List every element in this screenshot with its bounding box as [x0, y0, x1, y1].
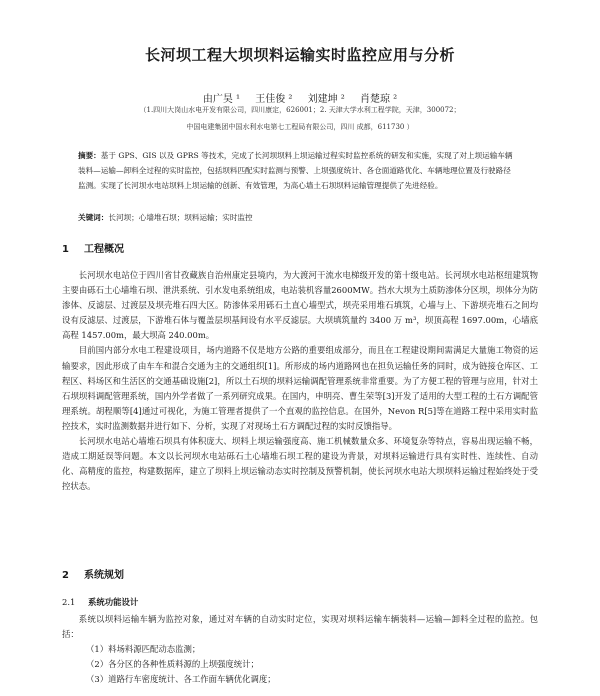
keywords	[78, 212, 514, 223]
list-item: （2）各分区的各种性质料源的上坝强度统计；	[86, 659, 259, 670]
section-number: 2	[62, 570, 69, 581]
abstract	[78, 148, 514, 193]
abstract-label: 摘要：	[78, 151, 101, 160]
list-item: （1）料场料源匹配动态监测；	[86, 644, 201, 654]
paper-title: 长河坝工程大坝坝料运输实时监控应用与分析	[144, 46, 455, 64]
author: 由广昊 ¹	[202, 94, 241, 105]
section-heading	[62, 240, 124, 255]
author: 王佳俊 ²	[255, 94, 293, 105]
section-body	[62, 268, 538, 494]
affiliation: （1.四川大岗山水电开发有限公司，四川康定，626001；2. 天津大学水利工程学院，天津，300072；	[139, 106, 461, 114]
subsection-intro	[62, 612, 538, 642]
abstract-text: 基于 GPS、GIS 以及 GPRS 等技术，完成了长河坝坝料上坝运输过程实时监控系统的研发和实施，实现了对上坝运输车辆装料—运输—卸料全过程的实时监控，包括坝料匹配实时监测与预警、上坝强度统计、各仓面道路优化、车辆地理位置及行驶路径监测。实现了长河坝水电站坝料上坝运输的创新、有效管理，为高心墙土石坝坝料运输管理提供了先进经验。	[78, 151, 513, 190]
function-list	[86, 642, 538, 687]
author-list	[0, 90, 600, 105]
keywords-label: 关键词：	[78, 213, 109, 222]
author: 肖楚琼 ²	[359, 94, 398, 105]
affiliation: 中国电建集团中国水利水电第七工程局有限公司，四川 成都，611730 ）	[186, 123, 414, 131]
section-number: 1	[62, 244, 69, 255]
author: 刘建坤 ²	[307, 94, 345, 105]
keywords-text: 长河坝；心墙堆石坝；坝料运输；实时监控	[108, 213, 253, 222]
paragraph: 目前国内部分水电工程建设项目，场内道路不仅是地方公路的重要组成部分，而且在工程建设期间需满足大量施工物资的运输要求，因此形成了由车车和混合交通为主的交通组织[1]。所形成的场内道路网也在担负运输任务的同时，成为链接仓库区、工程区、料场区和生活区的交通基础设施[2]，所以土石坝的坝料运输调配管理系统非常重要。为了方便工程的管理与应用，针对土石坝坝料调配管理系统，国内外学者做了一系列研究成果。在国内，申明亮、曹生荣等[3]开发了适用的大型工程的土石方调配管理系统。胡程顺等[4]通过可视化，为施工管理者提供了一个直观的监控信息。在国外，Nevon R[5]等在道路工程中采用实时监控技术，实时监测数据并进行如下、分析，实现了对现场土石方调配过程的实时反馈指导。	[62, 345, 538, 431]
paragraph: 长河坝水电站心墙堆石坝具有体积庞大、坝料上坝运输强度高、施工机械数量众多、环境复杂等特点，容易出现运输不畅，造成工期延误等问题。本文以长河坝水电站砾石土心墙堆石坝工程的建设为背景，对坝料运输进行具有实时性、连续性、自动化、高精度的监控，构建数据库，建立了坝料上坝运输动态实时控制及预警机制，使长河坝水电站大坝坝料运输过程始终处于受控状态。	[62, 436, 538, 492]
subsection-title: 系统功能设计	[88, 597, 139, 607]
subsection-number: 2.1	[62, 597, 76, 607]
section-title: 工程概况	[84, 244, 124, 255]
paragraph: 长河坝水电站位于四川省甘孜藏族自治州康定县境内，为大渡河干流水电梯级开发的第十级电站。长河坝水电站枢纽建筑物主要由砾石土心墙堆石坝、泄洪系统、引水发电系统组成，电站装机容量2600MW。挡水大坝为土质防渗体分区坝，坝体分为防渗体、反滤层、过渡层及坝壳堆石四大区。防渗体采用砾石土直心墙型式，坝壳采用堆石填筑，心墙与上、下游坝壳堆石之间均设有反滤层、过渡层，下游堆石体与覆盖层坝基间设有水平反滤层。大坝填筑量约 3400 万 m³，坝顶高程 1697.00m，心墙底高程 1457.00m，最大坝高 240.00m。	[62, 270, 538, 341]
list-item: （3）道路行车密度统计、各工作面车辆优化调度；	[86, 674, 276, 685]
paragraph: 系统以坝料运输车辆为监控对象，通过对车辆的自动实时定位，实现对坝料运输车辆装料—运输—卸料全过程的监控。包括：	[62, 614, 538, 640]
subsection-heading	[62, 596, 138, 608]
section-heading	[62, 566, 124, 581]
section-title: 系统规划	[84, 570, 124, 581]
